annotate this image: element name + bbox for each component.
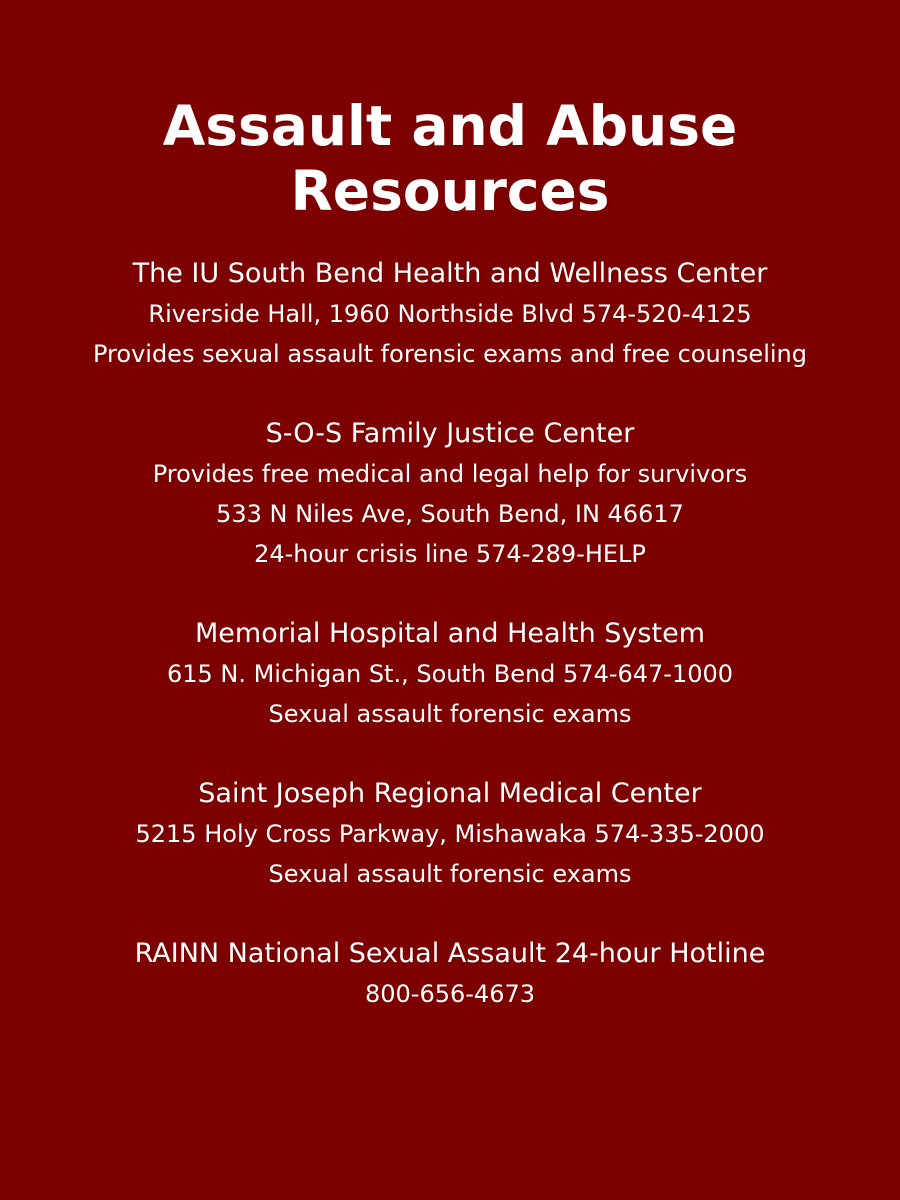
resource-address: 533 N Niles Ave, South Bend, IN 46617 — [216, 499, 684, 528]
resource-crisis-line: 24-hour crisis line 574-289-HELP — [254, 539, 646, 568]
resource-description: Provides sexual assault forensic exams and free counseling — [93, 339, 807, 368]
resource-name: S-O-S Family Justice Center — [265, 417, 635, 449]
resource-memorial-hospital — [0, 614, 900, 734]
resource-iu-south-bend-health-center — [0, 254, 900, 374]
resource-name: The IU South Bend Health and Wellness Center — [132, 257, 768, 289]
title-line-1: Assault and Abuse — [162, 94, 738, 158]
resource-address-phone: 5215 Holy Cross Parkway, Mishawaka 574-335-2000 — [135, 819, 765, 848]
resource-name: RAINN National Sexual Assault 24-hour Hotline — [134, 937, 766, 969]
page-title — [0, 0, 900, 224]
resource-name: Memorial Hospital and Health System — [194, 617, 705, 649]
resource-address-phone: 615 N. Michigan St., South Bend 574-647-1000 — [166, 659, 734, 688]
resource-saint-joseph-medical-center — [0, 774, 900, 894]
resource-description: Provides free medical and legal help for survivors — [152, 459, 748, 488]
resource-rainn-hotline — [0, 934, 900, 1014]
resource-phone: 800-656-4673 — [364, 979, 535, 1008]
resource-list — [0, 254, 900, 1014]
resource-address-phone: Riverside Hall, 1960 Northside Blvd 574-520-4125 — [148, 299, 752, 328]
title-line-2: Resources — [290, 158, 610, 223]
resource-description: Sexual assault forensic exams — [268, 699, 632, 728]
resource-name: Saint Joseph Regional Medical Center — [198, 777, 702, 809]
resource-sos-family-justice-center — [0, 414, 900, 574]
resource-description: Sexual assault forensic exams — [268, 859, 632, 888]
